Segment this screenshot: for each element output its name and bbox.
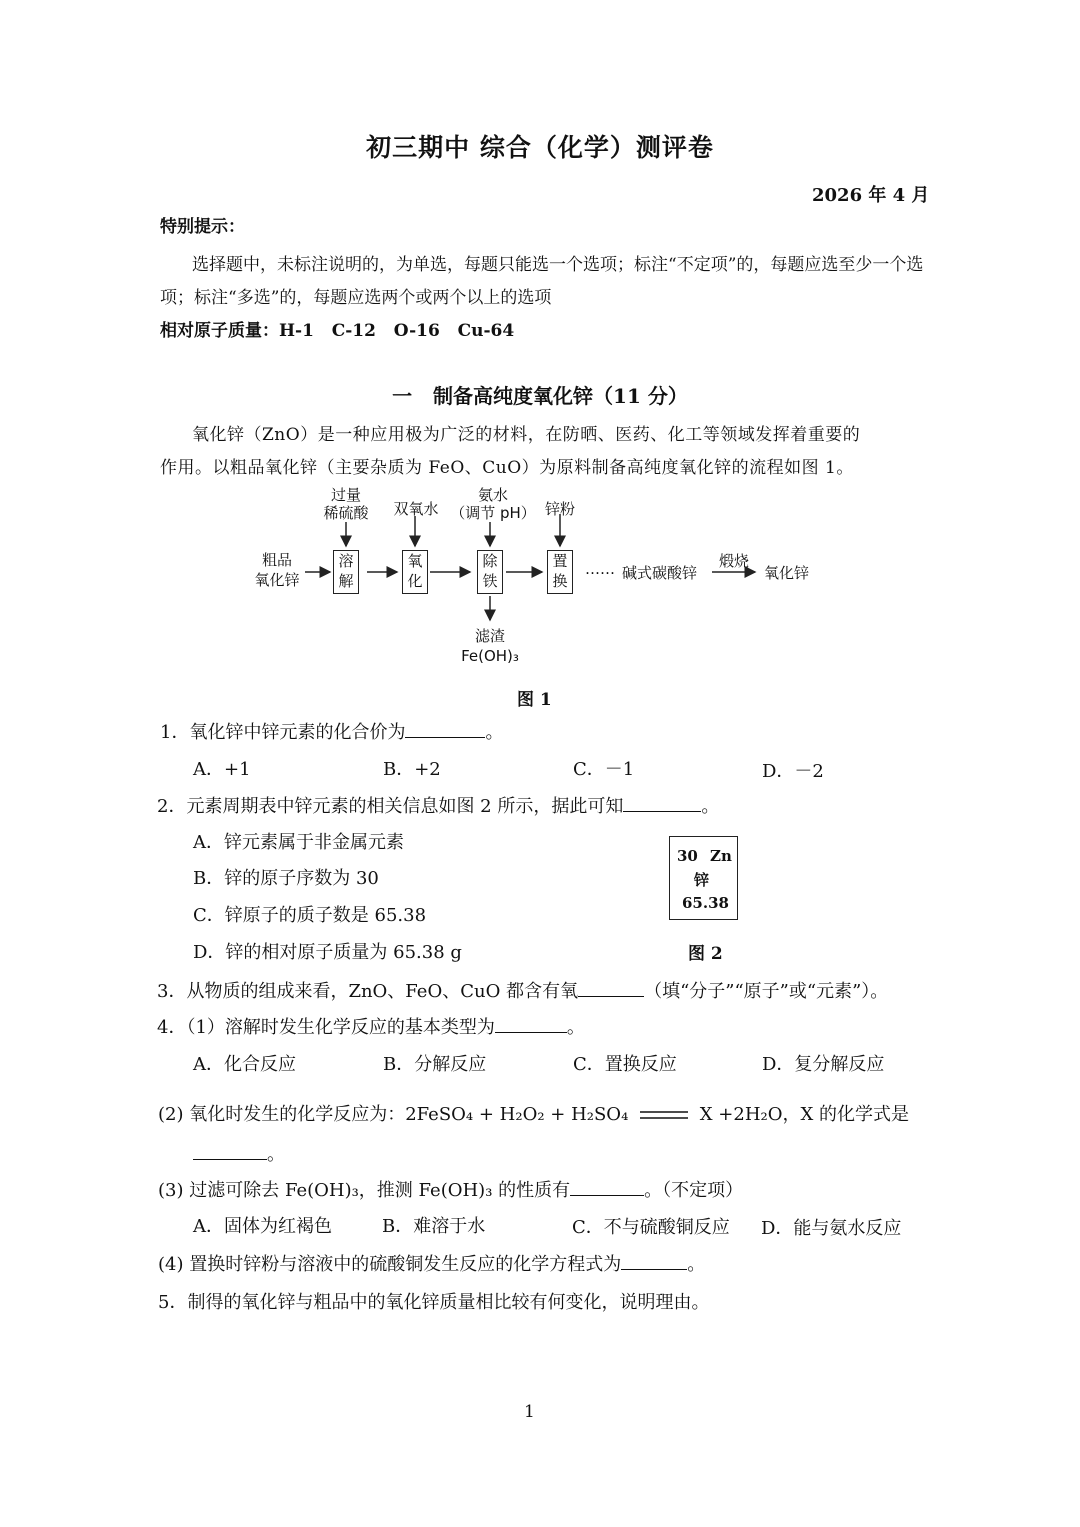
reagent-1-line2: 稀硫酸: [323, 504, 369, 522]
intro-line-2: 作用。以粗品氧化锌（主要杂质为 FeO、CuO）为原料制备高纯度氧化锌的流程如图 1。: [160, 458, 854, 478]
q1-period: 。: [485, 722, 504, 743]
step-dissolve-box: [333, 550, 359, 594]
q3-stem: [157, 977, 888, 1003]
start-label-line2: 氧化锌: [254, 571, 300, 589]
q4-part2-period: 。: [267, 1144, 285, 1165]
q4-part4-stem: [158, 1250, 705, 1276]
q4-part2-tail: X +2H₂O，X 的化学式是: [699, 1104, 910, 1125]
q4-part2-text: (2) 氧化时发生的化学反应为：2FeSO₄ + H₂O₂ + H₂SO₄: [158, 1104, 629, 1125]
step-remove-iron-box: [477, 550, 503, 594]
q1-option-a[interactable]: A．+1: [193, 759, 251, 780]
q3-answer-blank[interactable]: [578, 978, 644, 997]
atomic-mass-list: 相对原子质量：H-1 C-12 O-16 Cu-64: [160, 321, 515, 341]
exam-date: 2026 年 4 月: [812, 185, 930, 206]
q2-option-a[interactable]: A．锌元素属于非金属元素: [193, 832, 404, 853]
q4-part1-text: 4．（1）溶解时发生化学反应的基本类型为: [157, 1017, 495, 1038]
step-dissolve-char2: 解: [338, 572, 354, 590]
q4-part1-stem: [157, 1013, 585, 1039]
step-oxidize-box: [402, 550, 428, 594]
q1-option-b[interactable]: B．+2: [383, 759, 441, 780]
q4-part3-tail: 。（不定项）: [644, 1180, 744, 1201]
q2-option-c[interactable]: C．锌原子的质子数是 65.38: [193, 905, 427, 926]
reagent-3-line1: 氨水: [477, 486, 508, 504]
calcine-label: 煅烧: [718, 552, 749, 570]
zinc-element-card: [669, 836, 738, 920]
q1-stem-text: 1．氧化锌中锌元素的化合价为: [160, 722, 406, 743]
q4-part3-stem: [158, 1176, 743, 1202]
residue-line2: Fe(OH)₃: [461, 647, 519, 665]
q4-part3-blank[interactable]: [570, 1177, 644, 1196]
flow-ellipsis: ……: [585, 560, 615, 578]
reagent-3-line2: （调节 pH）: [450, 504, 536, 522]
q3-tail-text: （填“分子”“原子”或“元素”）。: [644, 981, 889, 1002]
q4-part3-option-b[interactable]: B．难溶于水: [382, 1216, 486, 1237]
q1-option-d[interactable]: D．－2: [762, 761, 824, 782]
intro-line-1: 氧化锌（ZnO）是一种应用极为广泛的材料，在防晒、医药、化工等领域发挥着重要的: [192, 425, 861, 445]
atomic-mass: 65.38: [682, 894, 729, 912]
q4-part1-option-c[interactable]: C．置换反应: [573, 1054, 677, 1075]
figure-2-caption: 图 2: [688, 944, 723, 964]
q4-part1-period: 。: [566, 1017, 585, 1038]
q3-stem-text: 3．从物质的组成来看，ZnO、FeO、CuO 都含有氧: [157, 981, 579, 1002]
notice-line-2: 项；标注“多选”的，每题应选两个或两个以上的选项: [160, 288, 552, 308]
q4-part4-blank[interactable]: [621, 1251, 687, 1270]
q4-part1-blank[interactable]: [495, 1014, 567, 1033]
q4-part3-option-d[interactable]: D．能与氨水反应: [761, 1218, 902, 1239]
element-symbol: Zn: [710, 847, 732, 865]
q5-stem: 5．制得的氧化锌与粗品中的氧化锌质量相比较有何变化，说明理由。: [158, 1292, 710, 1313]
reagent-4: 锌粉: [544, 500, 575, 518]
q2-stem-text: 2．元素周期表中锌元素的相关信息如图 2 所示，据此可知: [157, 796, 624, 817]
q2-period: 。: [701, 796, 720, 817]
q2-answer-blank[interactable]: [623, 793, 701, 812]
q4-part3-option-c[interactable]: C．不与硫酸铜反应: [572, 1217, 730, 1238]
residue-line1: 滤渣: [474, 627, 505, 645]
process-flowchart: [250, 484, 830, 674]
start-label-line1: 粗品: [261, 551, 292, 569]
section-title: 一 制备高纯度氧化锌（11 分）: [392, 384, 688, 408]
q4-part1-option-d[interactable]: D．复分解反应: [762, 1054, 885, 1075]
element-name: 锌: [694, 871, 710, 889]
page-number: 1: [524, 1402, 535, 1422]
reagent-2: 双氧水: [393, 500, 439, 518]
reagent-1-line1: 过量: [330, 486, 361, 504]
intermediate-label: 碱式碳酸锌: [622, 564, 698, 582]
q4-part1-option-b[interactable]: B．分解反应: [383, 1054, 487, 1075]
q4-part2-answer-line: [193, 1140, 285, 1166]
figure-1-caption: 图 1: [517, 690, 552, 710]
page-title: 初三期中 综合（化学）测评卷: [366, 133, 714, 162]
step-remove-iron-char1: 除: [482, 552, 498, 570]
q4-part2-stem: [158, 1100, 909, 1126]
step-replace-char1: 置: [552, 552, 568, 570]
q4-part4-period: 。: [687, 1254, 706, 1275]
q2-option-b[interactable]: B．锌的原子序数为 30: [193, 868, 379, 889]
q4-part3-option-a[interactable]: A．固体为红褐色: [193, 1216, 332, 1237]
step-replace-box: [547, 550, 573, 594]
step-dissolve-char1: 溶: [338, 552, 354, 570]
q1-stem: [160, 718, 503, 744]
notice-label: 特别提示：: [160, 217, 245, 237]
atomic-number: 30: [677, 847, 698, 865]
q4-part1-option-a[interactable]: A．化合反应: [193, 1054, 296, 1075]
step-replace-char2: 换: [552, 572, 568, 590]
q2-stem: [157, 792, 719, 818]
step-oxidize-char1: 氧: [407, 552, 423, 570]
q2-option-d[interactable]: D．锌的相对原子质量为 65.38 g: [193, 942, 462, 963]
q1-option-c[interactable]: C．－1: [573, 759, 635, 780]
q4-part3-text: (3) 过滤可除去 Fe(OH)₃，推测 Fe(OH)₃ 的性质有: [158, 1180, 571, 1201]
step-remove-iron-char2: 铁: [482, 572, 498, 590]
q4-part2-blank[interactable]: [193, 1141, 267, 1160]
q1-answer-blank[interactable]: [405, 719, 485, 738]
q4-part4-text: (4) 置换时锌粉与溶液中的硫酸铜发生反应的化学方程式为: [158, 1254, 622, 1275]
notice-line-1: 选择题中，未标注说明的，为单选，每题只能选一个选项；标注“不定项”的，每题应选至少一个选: [192, 255, 924, 275]
reaction-equals-sign: [638, 1108, 690, 1122]
step-oxidize-char2: 化: [407, 572, 423, 590]
product-label: 氧化锌: [764, 564, 810, 582]
